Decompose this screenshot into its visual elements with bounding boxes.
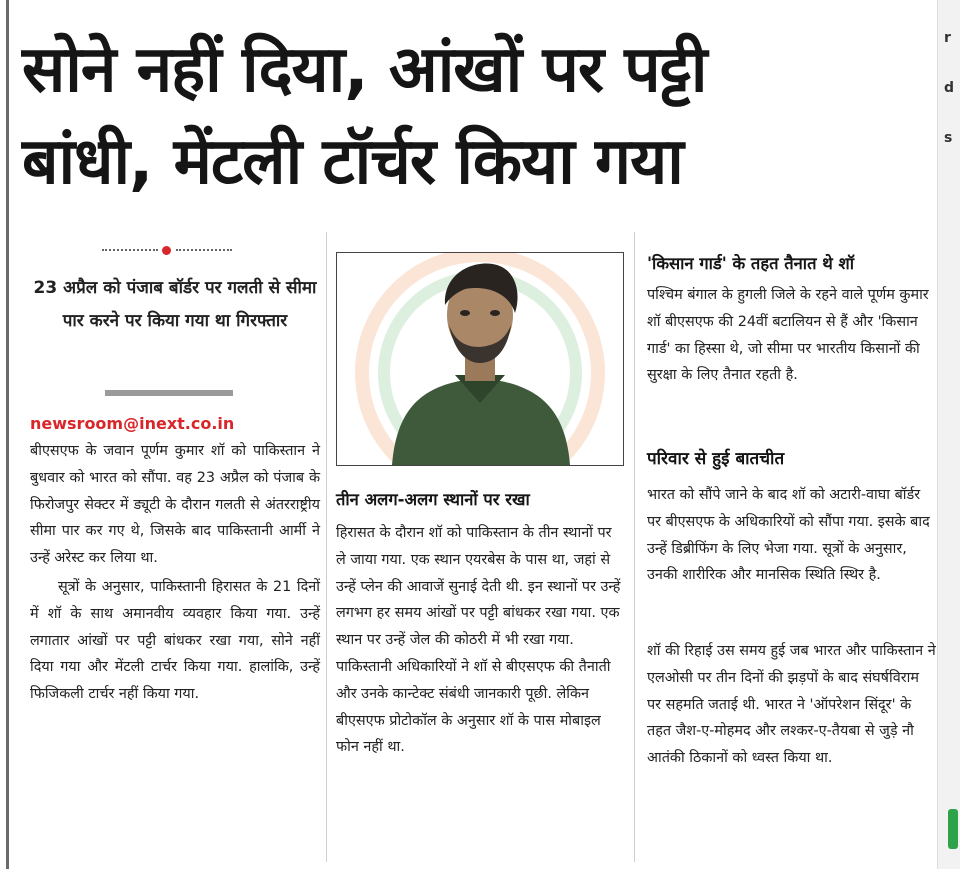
column-divider-2 [634, 232, 635, 862]
column-divider-1 [326, 232, 327, 862]
right-subhead-2: परिवार से हुई बातचीत [647, 449, 785, 469]
left-paragraph-2: सूत्रों के अनुसार, पाकिस्तानी हिरासत के 21 दिनों में शॉ के साथ अमानवीय व्यवहार किया गया. उन्हें लगातार आंखों पर पट्टी बांधकर रखा गया, सोने नहीं दिया गया और मेंटली टार्चर किया गया. हालांकि, उन्हें फिजिकली टार्चर नहीं किया गया. [30, 578, 320, 703]
right-subhead-1: 'किसान गार्ड' के तहत तैनात थे शॉ [647, 254, 855, 273]
left-page-rule [6, 0, 9, 869]
kicker-text: 23 अप्रैल को पंजाब बॉर्डर पर गलती से सीमा पार करने पर किया गया था गिरफ्तार [33, 278, 317, 331]
middle-subhead: तीन अलग-अलग स्थानों पर रखा [336, 490, 530, 509]
headline [22, 24, 942, 208]
kicker-underline [105, 390, 233, 396]
middle-column-body [336, 520, 622, 761]
kicker-dot-ornament [102, 246, 232, 254]
left-paragraph-1: बीएसएफ के जवान पूर्णम कुमार शॉ को पाकिस्तान ने बुधवार को भारत को सौंपा. वह 23 अप्रैल को पंजाब के फिरोजपुर सेक्टर में ड्यूटी के दौरान गलती से अंतरराष्ट्रीय सीमा पार कर गए थे, जिसके बाद पाकिस्तानी आर्मी ने उन्हें अरेस्ट कर लिया था. [30, 443, 320, 567]
adjacent-page-edge: r d s [937, 0, 960, 869]
jawan-photo [336, 252, 624, 466]
right-paragraph-2: भारत को सौंपे जाने के बाद शॉ को अटारी-वाघा बॉर्डर पर बीएसएफ के अधिकारियों को सौंपा गया. इसके बाद उन्हें डिब्रीफिंग के लिए भेजा गया. सूत्रों के अनुसार, उनकी शारीरिक और मानसिक स्थिति स्थिर है. [647, 487, 930, 584]
byline-email[interactable]: newsroom@inext.co.in [30, 414, 235, 433]
headline-line-1: सोने नहीं दिया, आंखों पर पट्टी [22, 33, 707, 107]
right-column-body-2 [647, 482, 937, 589]
right-column-body-1 [647, 282, 937, 389]
left-column-body [30, 438, 320, 708]
headline-line-2: बांधी, मेंटली टॉर्चर किया गया [22, 125, 683, 199]
right-paragraph-3: शॉ की रिहाई उस समय हुई जब भारत और पाकिस्तान ने एलओसी पर तीन दिनों की झड़पों के बाद संघर्षविराम पर सहमति जताई थी. भारत ने 'ऑपरेशन सिंदूर' के तहत जैश-ए-मोहमद और लश्कर-ए-तैयबा से जुड़े नौ आतंकी ठिकानों को ध्वस्त किया था. [647, 643, 936, 767]
right-paragraph-1: पश्चिम बंगाल के हुगली जिले के रहने वाले पूर्णम कुमार शॉ बीएसएफ की 24वीं बटालियन से हैं और 'किसान गार्ड' का हिस्सा थे, जो सीमा पर भारतीय किसानों की सुरक्षा के लिए तैनात रहती है. [647, 287, 929, 384]
middle-paragraph-1: हिरासत के दौरान शॉ को पाकिस्तान के तीन स्थानों पर ले जाया गया. एक स्थान एयरबेस के पास था, जहां से उन्हें प्लेन की आवाजें सुनाई देती थी. इन स्थानों पर उन्हें लगभग हर समय आंखों पर पट्टी बांधकर रखा गया. एक स्थान पर उन्हें जेल की कोठरी में भी रखा गया. पाकिस्तानी अधिकारियों ने शॉ से बीएसएफ की तैनाती और उनके कान्टेक्ट संबंधी जानकारी पूछी. लेकिन बीएसएफ प्रोटोकॉल के अनुसार शॉ के पास मोबाइल फोन नहीं था. [336, 525, 621, 756]
right-column-body-3 [647, 638, 937, 772]
